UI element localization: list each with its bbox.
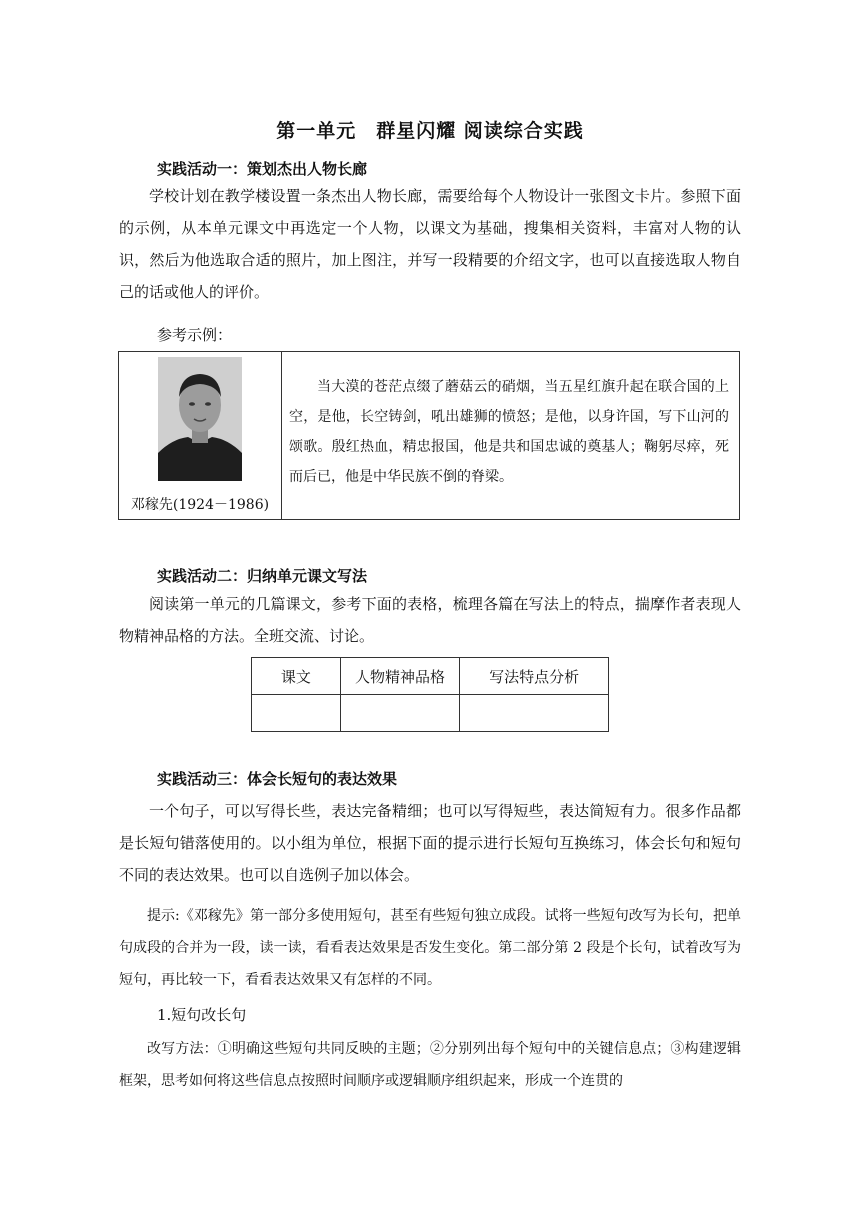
activity1-paragraph: 学校计划在教学楼设置一条杰出人物长廊，需要给每个人物设计一张图文卡片。参照下面的示例，从本单元课文中再选定一个人物，以课文为基础，搜集相关资料，丰富对人物的认识，然后为他选取合适的照片，加上图注，并写一段精要的介绍文字，也可以直接选取人物自己的话或他人的评价。 <box>119 187 741 301</box>
writing-analysis-table <box>251 657 609 732</box>
table-cell <box>460 695 609 732</box>
page-title: 第一单元 群星闪耀 阅读综合实践 <box>276 120 584 142</box>
activity3-hint: 提示:《邓稼先》第一部分多使用短句，甚至有些短句独立成段。试将一些短句改写为长句，把单句成段的合并为一段，读一读，看看表达效果是否发生变化。第二部分第 2 段是个长句，试着改写为短句，再比较一下，看看表达效果又有怎样的不同。 <box>119 908 741 988</box>
table-cell <box>252 695 341 732</box>
activity2-paragraph: 阅读第一单元的几篇课文，参考下面的表格，梳理各篇在写法上的特点，揣摩作者表现人物精神品格的方法。全班交流、讨论。 <box>119 595 741 645</box>
card-photo-cell <box>119 352 282 519</box>
photo-caption: 邓稼先(1924－1986) <box>130 497 270 513</box>
table-row <box>252 695 609 732</box>
table-cell <box>340 695 460 732</box>
activity2-heading: 实践活动二：归纳单元课文写法 <box>157 567 368 585</box>
activity3-paragraph: 一个句子，可以写得长些，表达完备精细；也可以写得短些，表达简短有力。很多作品都是长短句错落使用的。以小组为单位，根据下面的提示进行长短句互换练习，体会长句和短句不同的表达效果。也可以自选例子加以体会。 <box>119 802 741 884</box>
portrait-image <box>158 357 242 481</box>
example-label: 参考示例： <box>157 326 233 344</box>
table-header-cell: 课文 <box>252 658 341 695</box>
portrait-photo <box>158 357 242 481</box>
table-header-cell: 写法特点分析 <box>460 658 609 695</box>
table-header-cell: 人物精神品格 <box>340 658 460 695</box>
activity3-heading: 实践活动三：体会长短句的表达效果 <box>157 770 398 788</box>
rewrite-method: 改写方法：①明确这些短句共同反映的主题；②分别列出每个短句中的关键信息点；③构建逻辑框架，思考如何将这些信息点按照时间顺序或逻辑顺序组织起来，形成一个连贯的 <box>119 1041 741 1089</box>
card-intro-text: 当大漠的苍茫点缀了蘑菇云的硝烟，当五星红旗升起在联合国的上空，是他，长空铸剑，吼出雄狮的愤怒；是他，以身许国，写下山河的颂歌。殷红热血，精忠报国，他是共和国忠诚的奠基人；鞠躬尽瘁，死而后已，他是中华民族不倒的脊梁。 <box>289 379 729 485</box>
table-header-row <box>252 658 609 695</box>
activity1-heading: 实践活动一：策划杰出人物长廊 <box>157 160 368 178</box>
sub-heading: 1.短句改长句 <box>157 1006 247 1024</box>
example-card <box>118 351 740 520</box>
